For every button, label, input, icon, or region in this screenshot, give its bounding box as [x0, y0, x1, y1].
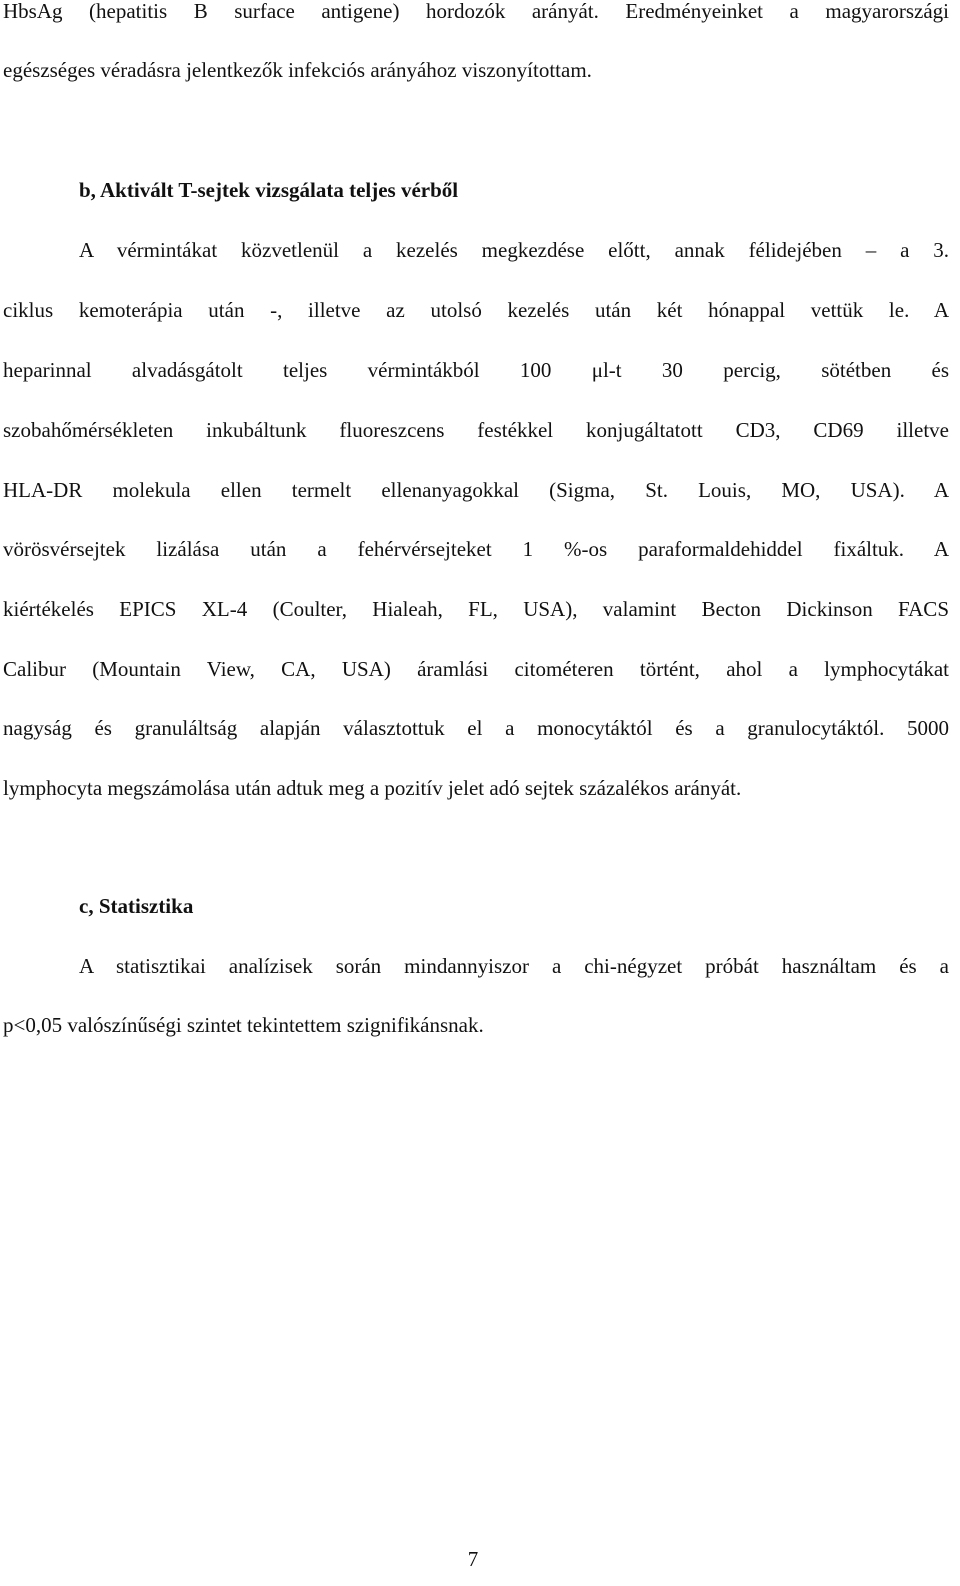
section-b-line-6: vörösvérsejtek lizálása után a fehérvérsejteket 1 %-os paraformaldehiddel fixáltuk. A	[3, 537, 949, 561]
section-b-line-8: Calibur (Mountain View, CA, USA) áramlási citométeren történt, ahol a lymphocytákat	[3, 657, 949, 681]
section-b-line-3: heparinnal alvadásgátolt teljes vérmintákból 100 μl-t 30 percig, sötétben és	[3, 358, 949, 382]
section-c-heading: c, Statisztika	[79, 894, 194, 918]
section-b-line-2: ciklus kemoterápia után -, illetve az utolsó kezelés után két hónappal vettük le. A	[3, 298, 949, 322]
intro-line-2: egészséges véradásra jelentkezők infekciós arányához viszonyítottam.	[3, 58, 592, 82]
section-b-line-5: HLA-DR molekula ellen termelt ellenanyagokkal (Sigma, St. Louis, MO, USA). A	[3, 478, 949, 502]
section-b-line-1: A vérmintákat közvetlenül a kezelés megkezdése előtt, annak félidejében – a 3.	[79, 238, 949, 262]
section-b-line-10: lymphocyta megszámolása után adtuk meg a pozitív jelet adó sejtek százalékos arányát.	[3, 776, 742, 800]
section-b-line-4: szobahőmérsékleten inkubáltunk fluoreszcens festékkel konjugáltatott CD3, CD69 illetve	[3, 418, 949, 442]
page-number: 7	[467, 1547, 479, 1571]
section-b-line-9: nagyság és granuláltság alapján választottuk el a monocytáktól és a granulocytáktól. 5000	[3, 716, 949, 740]
section-b-line-7: kiértékelés EPICS XL-4 (Coulter, Hialeah, FL, USA), valamint Becton Dickinson FACS	[3, 597, 949, 621]
section-c-line-2: p<0,05 valószínűségi szintet tekintettem szignifikánsnak.	[3, 1013, 484, 1037]
intro-line-1: HbsAg (hepatitis B surface antigene) hordozók arányát. Eredményeinket a magyarországi	[3, 0, 949, 23]
section-b-heading: b, Aktivált T-sejtek vizsgálata teljes vérből	[79, 178, 459, 202]
section-c-line-1: A statisztikai analízisek során mindannyiszor a chi-négyzet próbát használtam és a	[79, 954, 949, 978]
